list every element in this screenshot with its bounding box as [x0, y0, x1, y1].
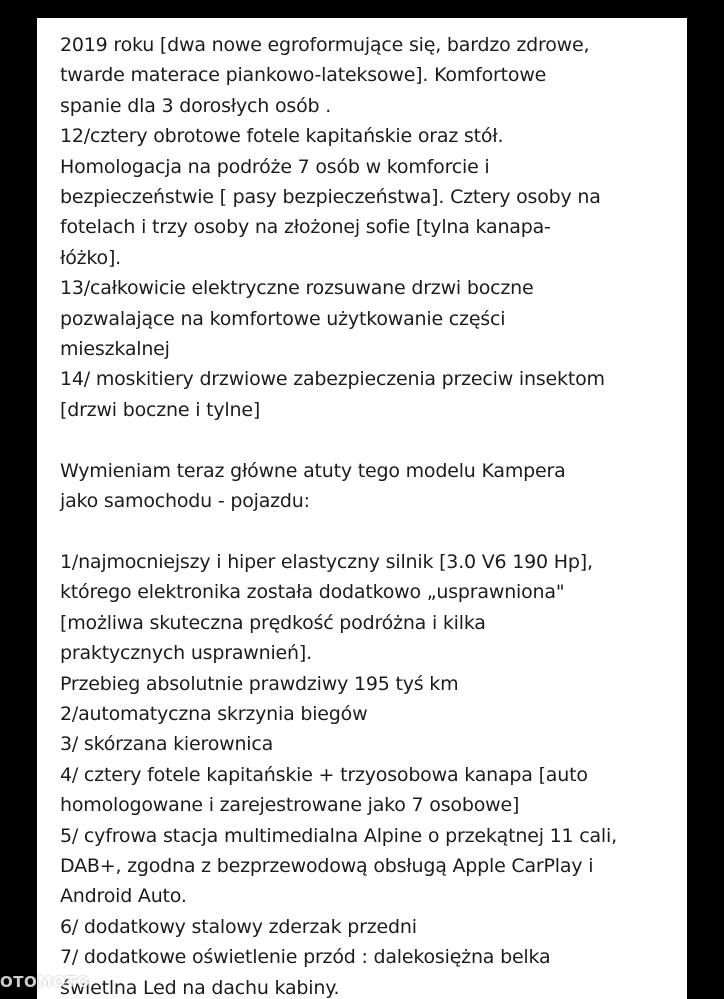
blank-line: [60, 425, 680, 455]
text-line: DAB+, zgodna z bezprzewodową obsługą Apple CarPlay i: [60, 854, 594, 877]
otomoto-watermark: OTOMOTO: [0, 973, 90, 991]
text-line: Homologacja na podróże 7 osób w komforcie i: [60, 155, 490, 178]
document-text: [60, 30, 680, 999]
document-page: [37, 18, 687, 999]
text-line: 12/cztery obrotowe fotele kapitańskie oraz stół.: [60, 125, 504, 148]
text-line: którego elektronika została dodatkowo „usprawniona": [60, 581, 565, 604]
text-line: Przebieg absolutnie prawdziwy 195 tyś km: [60, 672, 459, 695]
text-line: 14/ moskitiery drzwiowe zabezpieczenia przeciw insektom: [60, 368, 605, 391]
text-line: praktycznych usprawnień].: [60, 642, 312, 665]
text-line: [drzwi boczne i tylne]: [60, 398, 261, 421]
text-line: świetlna Led na dachu kabiny.: [60, 976, 340, 999]
text-line: 2/automatyczna skrzynia biegów: [60, 702, 368, 725]
text-line: 13/całkowicie elektryczne rozsuwane drzwi boczne: [60, 277, 534, 300]
text-line: fotelach i trzy osoby na złożonej sofie [tylna kanapa-: [60, 216, 551, 239]
text-line: pozwalające na komfortowe użytkowanie części: [60, 307, 506, 330]
text-line: homologowane i zarejestrowane jako 7 osobowe]: [60, 794, 520, 817]
text-line: 2019 roku [dwa nowe egroformujące się, bardzo zdrowe,: [60, 34, 590, 56]
text-line: 7/ dodatkowe oświetlenie przód : dalekosiężna belka: [60, 946, 551, 969]
text-line: 1/najmocniejszy i hiper elastyczny silnik [3.0 V6 190 Hp],: [60, 550, 593, 573]
text-line: jako samochodu - pojazdu:: [60, 490, 310, 513]
text-line: bezpieczeństwie [ pasy bezpieczeństwa]. Cztery osoby na: [60, 186, 601, 209]
text-line: Wymieniam teraz główne atuty tego modelu Kampera: [60, 459, 566, 482]
text-line: Android Auto.: [60, 885, 187, 908]
text-line: 4/ cztery fotele kapitańskie + trzyosobowa kanapa [auto: [60, 763, 588, 786]
blank-line: [60, 516, 680, 546]
text-line: [możliwa skuteczna prędkość podróżna i kilka: [60, 611, 486, 634]
text-line: 6/ dodatkowy stalowy zderzak przedni: [60, 915, 417, 938]
text-line: spanie dla 3 dorosłych osób .: [60, 94, 332, 117]
text-line: 5/ cyfrowa stacja multimedialna Alpine o przekątnej 11 cali,: [60, 824, 617, 847]
text-line: 3/ skórzana kierownica: [60, 733, 274, 756]
text-line: łóżko].: [60, 246, 121, 269]
text-line: twarde materace piankowo-lateksowe]. Komfortowe: [60, 64, 547, 87]
text-line: mieszkalnej: [60, 338, 170, 361]
